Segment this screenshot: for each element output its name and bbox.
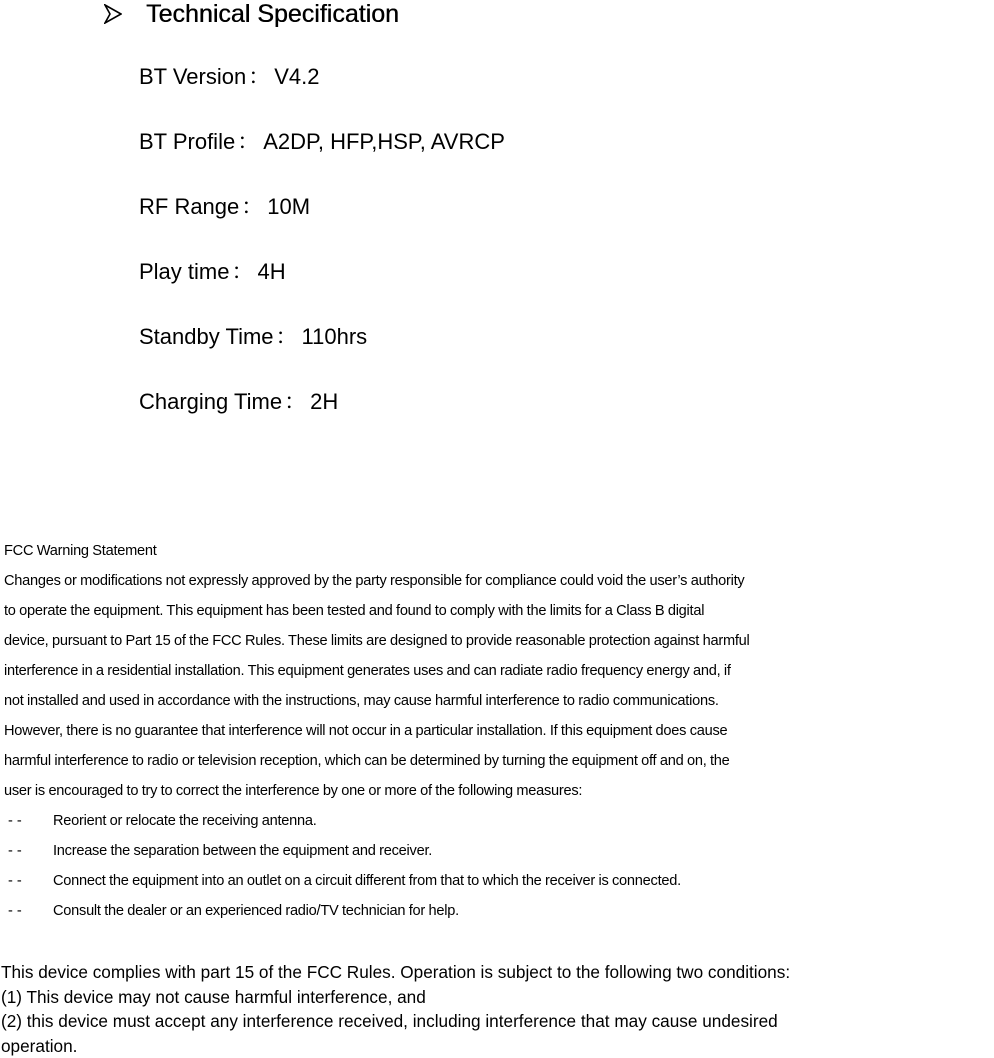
spec-value: 2H [310,389,338,414]
dash-marker: -- [4,836,53,866]
spec-value: 110hrs [302,324,368,349]
spec-list [139,61,505,451]
spec-separator: ： [248,61,270,93]
spec-label: BT Version [139,64,246,89]
dash-marker: -- [4,806,53,836]
spec-separator: ： [284,386,306,418]
spec-item-bt-version [139,61,505,126]
compliance-line: operation. [1,1034,790,1058]
spec-separator: ： [237,126,259,158]
measure-text: Consult the dealer or an experienced radio/TV technician for help. [53,896,459,926]
fcc-paragraph-line: Changes or modifications not expressly approved by the party responsible for compliance could void the user’s authority [4,566,994,596]
spec-label: Charging Time [139,389,282,414]
fcc-paragraph-line: not installed and used in accordance with the instructions, may cause harmful interference to radio communications. [4,686,994,716]
fcc-measures-list [4,806,994,926]
dash-marker: -- [4,866,53,896]
dash-marker: -- [4,896,53,926]
compliance-line: This device complies with part 15 of the FCC Rules. Operation is subject to the following two conditions: [1,960,790,985]
compliance-line: (2) this device must accept any interference received, including interference that may cause undesired [1,1009,790,1034]
compliance-statement [1,960,790,1058]
fcc-warning-statement [4,536,994,926]
spec-item-play-time [139,256,505,321]
fcc-paragraph-line: interference in a residential installation. This equipment generates uses and can radiate radio frequency energy and, if [4,656,994,686]
spec-separator: ： [231,256,253,288]
fcc-paragraph-line: device, pursuant to Part 15 of the FCC Rules. These limits are designed to provide reasonable protection against harmful [4,626,994,656]
list-item [4,806,994,836]
fcc-heading: FCC Warning Statement [4,536,994,566]
spec-label: Standby Time [139,324,274,349]
list-item [4,866,994,896]
measure-text: Reorient or relocate the receiving antenna. [53,806,317,836]
spec-section-header [104,0,399,28]
spec-value: A2DP, HFP,HSP, AVRCP [263,129,505,154]
spec-item-bt-profile [139,126,505,191]
compliance-line: (1) This device may not cause harmful interference, and [1,985,790,1010]
fcc-paragraph-line: harmful interference to radio or television reception, which can be determined by turning the equipment off and on, the [4,746,994,776]
fcc-paragraph-line: to operate the equipment. This equipment has been tested and found to comply with the limits for a Class B digital [4,596,994,626]
spec-value: 4H [258,259,286,284]
spec-separator: ： [241,191,263,223]
measure-text: Connect the equipment into an outlet on a circuit different from that to which the receiver is connected. [53,866,681,896]
measure-text: Increase the separation between the equipment and receiver. [53,836,432,866]
spec-item-standby-time [139,321,505,386]
list-item [4,836,994,866]
arrow-bullet-icon [104,4,122,24]
spec-value: 10M [267,194,310,219]
spec-label: Play time [139,259,229,284]
spec-value: V4.2 [274,64,319,89]
spec-item-charging-time [139,386,505,451]
spec-title: Technical Specification [146,0,399,29]
fcc-paragraph-line: However, there is no guarantee that interference will not occur in a particular installation. If this equipment does cause [4,716,994,746]
spec-label: RF Range [139,194,239,219]
fcc-paragraph-line: user is encouraged to try to correct the interference by one or more of the following measures: [4,776,994,806]
spec-item-rf-range [139,191,505,256]
list-item [4,896,994,926]
spec-separator: ： [276,321,298,353]
spec-label: BT Profile [139,129,235,154]
